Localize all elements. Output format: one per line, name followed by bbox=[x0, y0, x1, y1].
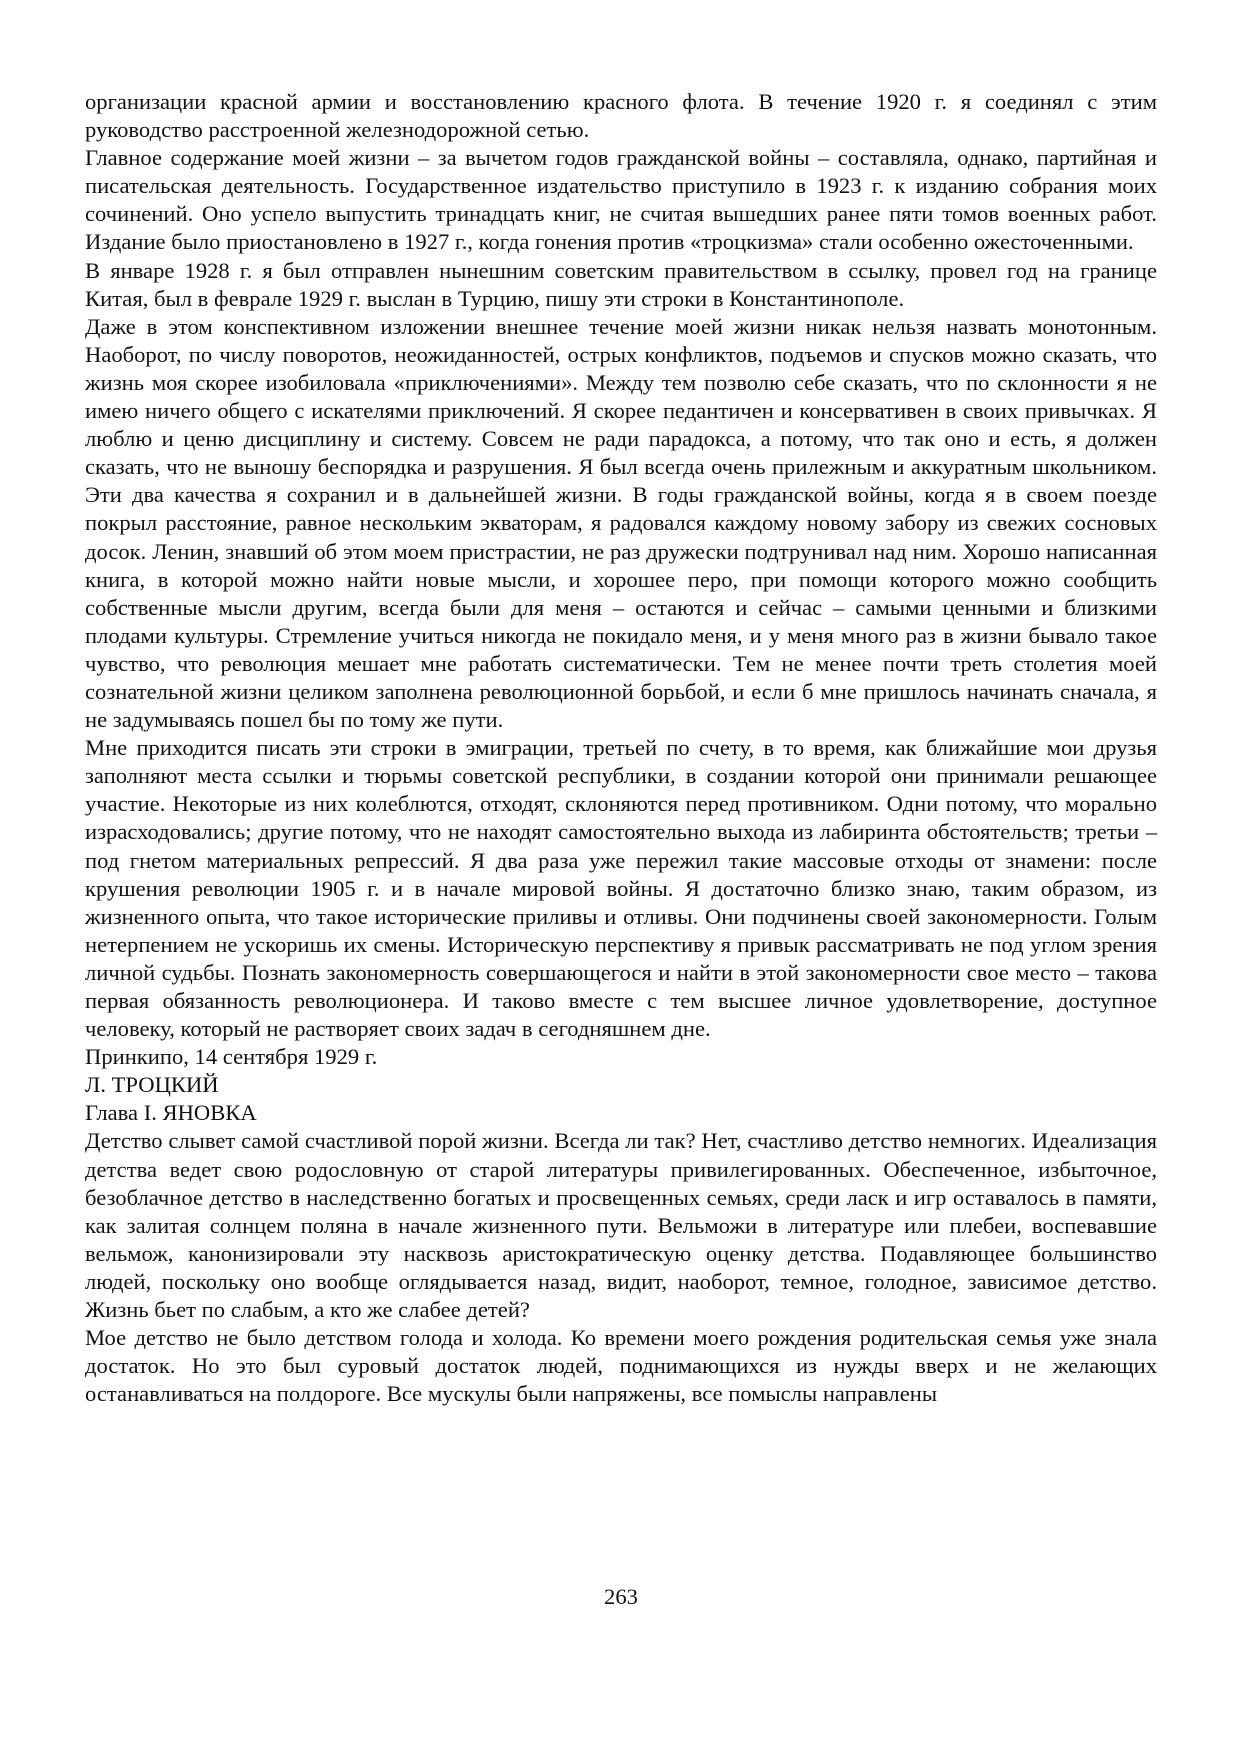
document-body bbox=[85, 88, 1157, 1408]
chapter-title: Глава I. ЯНОВКА bbox=[85, 1100, 257, 1126]
chapter-paragraph: Мое детство не было детством голода и холода. Ко времени моего рождения родительская семья уже знала достаток. Но это был суровый достаток людей, поднимающихся из нужды вверх и не желающих останавливаться на полдороге. Все мускулы были напряжены, все помыслы направлены bbox=[85, 1325, 1157, 1407]
signoff-author: Л. ТРОЦКИЙ bbox=[85, 1072, 219, 1098]
body-paragraph: Мне приходится писать эти строки в эмиграции, третьей по счету, в то время, как ближайшие мои друзья заполняют места ссылки и тюрьмы советской республики, в создании которой они принимали решающее участие. Некоторые из них колеблются, отходят, склоняются перед противником. Одни потому, что морально израсходовались; другие потому, что не находят самостоятельно выхода из лабиринта обстоятельств; третьи – под гнетом материальных репрессий. Я два раза уже пережил такие массовые отходы от знамени: после крушения революции 1905 г. и в начале мировой войны. Я достаточно близко знаю, таким образом, из жизненного опыта, что такое исторические приливы и отливы. Они подчинены своей закономерности. Голым нетерпением не ускоришь их смены. Историческую перспективу я привык рассматривать не под углом зрения личной судьбы. Познать закономерность совершающегося и найти в этой закономерности свое место – такова первая обязанность революционера. И таково вместе с тем высшее личное удовлетворение, доступное человеку, который не растворяет своих задач в сегодняшнем дне. bbox=[85, 735, 1157, 1042]
body-paragraph: Даже в этом конспективном изложении внешнее течение моей жизни никак нельзя назвать монотонным. Наоборот, по числу поворотов, неожиданностей, острых конфликтов, подъемов и спусков можно сказать, что жизнь моя скорее изобиловала «приключениями». Между тем позволю себе сказать, что по склонности я не имею ничего общего с искателями приключений. Я скорее педантичен и консервативен в своих привычках. Я люблю и ценю дисциплину и систему. Совсем не ради парадокса, а потому, что так оно и есть, я должен сказать, что не выношу беспорядка и разрушения. Я был всегда очень прилежным и аккуратным школьником. Эти два качества я сохранил и в дальнейшей жизни. В годы гражданской войны, когда я в своем поезде покрыл расстояние, равное нескольким экваторам, я радовался каждому новому забору из свежих сосновых досок. Ленин, знавший об этом моем пристрастии, не раз дружески подтрунивал над ним. Хорошо написанная книга, в которой можно найти новые мысли, и хорошее перо, при помощи которого можно сообщить собственные мысли другим, всегда были для меня – остаются и сейчас – самыми ценными и близкими плодами культуры. Стремление учиться никогда не покидало меня, и у меня много раз в жизни бывало такое чувство, что революция мешает мне работать систематически. Тем не менее почти треть столетия моей сознательной жизни целиком заполнена революционной борьбой, и если б мне пришлось начинать сначала, я не задумываясь пошел бы по тому же пути. bbox=[85, 313, 1157, 733]
body-paragraph: Главное содержание моей жизни – за вычетом годов гражданской войны – составляла, однако, партийная и писательская деятельность. Государственное издательство приступило в 1923 г. к изданию собрания моих сочинений. Оно успело выпустить тринадцать книг, не считая вышедших ранее пяти томов военных работ. Издание было приостановлено в 1927 г., когда гонения против «троцкизма» стали особенно ожесточенными. bbox=[85, 145, 1157, 255]
signoff-place-date: Принкипо, 14 сентября 1929 г. bbox=[85, 1044, 378, 1070]
body-paragraph: В январе 1928 г. я был отправлен нынешним советским правительством в ссылку, провел год на границе Китая, был в феврале 1929 г. выслан в Турцию, пишу эти строки в Константинополе. bbox=[85, 257, 1157, 311]
chapter-paragraph: Детство слывет самой счастливой порой жизни. Всегда ли так? Нет, счастливо детство немногих. Идеализация детства ведет свою родословную от старой литературы привилегированных. Обеспеченное, избыточное, безоблачное детство в наследственно богатых и просвещенных семьях, среди ласк и игр оставалось в памяти, как залитая солнцем поляна в начале жизненного пути. Вельможи в литературе или плебеи, воспевавшие вельмож, канонизировали эту насквозь аристократическую оценку детства. Подавляющее большинство людей, поскольку оно вообще оглядывается назад, видит, наоборот, темное, голодное, зависимое детство. Жизнь бьет по слабым, а кто же слабее детей? bbox=[85, 1128, 1157, 1323]
body-paragraph: организации красной армии и восстановлению красного флота. В течение 1920 г. я соединял с этим руководство расстроенной железнодорожной сетью. bbox=[85, 89, 1157, 143]
page-number: 263 bbox=[604, 1584, 638, 1609]
